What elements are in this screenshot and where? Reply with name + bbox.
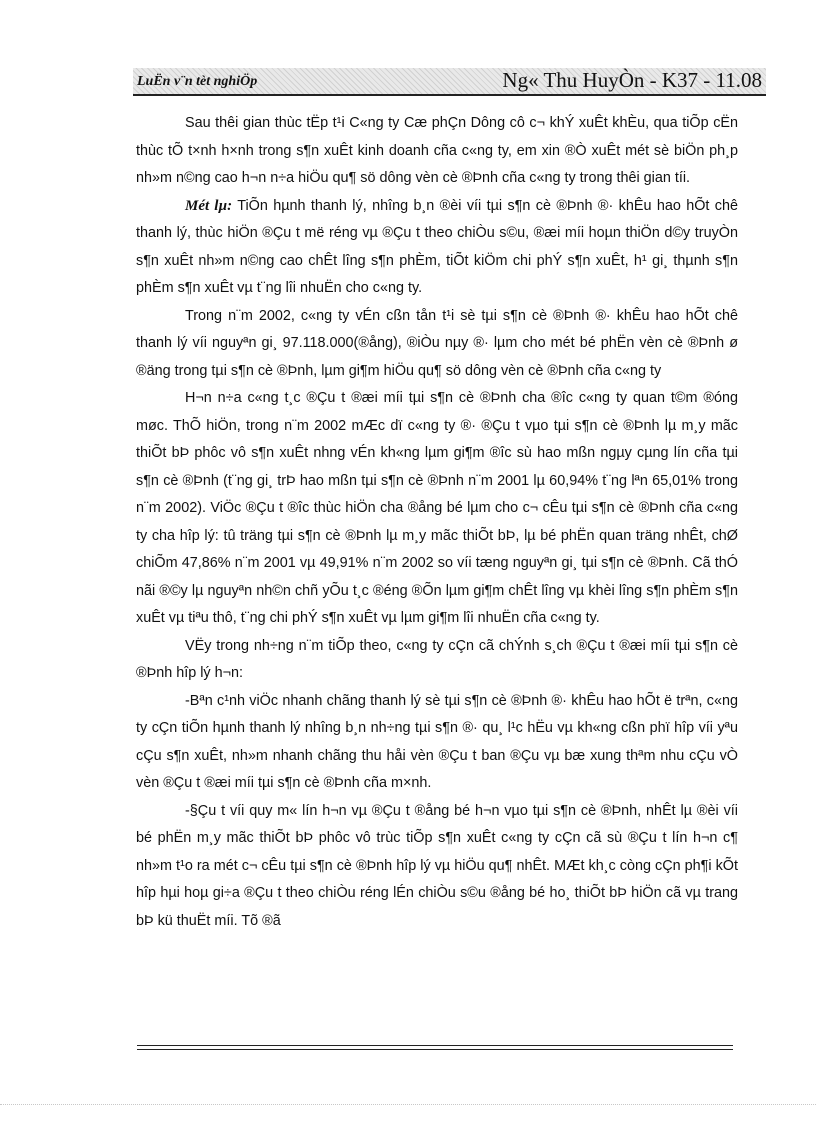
running-header	[133, 68, 766, 96]
header-thesis-label: LuËn v¨n tèt nghiÖp	[137, 74, 258, 89]
paragraph-body: TiÕn hµnh thanh lý, nhîng b¸n ®èi víi tµi s¶n cè ®Þnh ®· khÊu hao hÕt chê thanh lý, thùc hiÖn ®Çu t më réng vµ ®Çu t theo chiÒu s©u, ®æi míi hoµn thiÖn d©y truyÒn s¶n xuÊt nh»m n©ng cao chÊt lîng s¶n phÈm, tiÕt kiÖm chi phÝ s¶n xuÊt, h¹ gi¸ thµnh s¶n phÈm s¶n xuÊt vµ t¨ng lîi nhuËn cho c«ng ty.	[136, 197, 739, 296]
paragraph	[136, 193, 738, 303]
paragraph: Sau thêi gian thùc tËp t¹i C«ng ty Cæ phÇn Dông cô c¬ khÝ xuÊt khÈu, qua tiÕp cËn thùc tÕ t×nh h×nh trong s¶n xuÊt kinh doanh cña c«ng ty, em xin ®Ò xuÊt mét sè biÖn ph¸p nh»m n©ng cao h¬n n÷a hiÖu qu¶ sö dông vèn cè ®Þnh cña c«ng ty trong thêi gian tíi.	[136, 115, 738, 186]
paragraph: Trong n¨m 2002, c«ng ty vÉn cßn tån t¹i sè tµi s¶n cè ®Þnh ®· khÊu hao hÕt chê thanh lý víi nguyªn gi¸ 97.118.000(®ång), ®iÒu nµy ®· lµm cho mét bé phËn vèn cè ®Þnh ø ®äng trong tµi s¶n cè ®Þnh, lµm gi¶m hiÖu qu¶ sö dông vèn cè ®Þnh cña c«ng ty	[136, 307, 738, 379]
page-edge	[0, 1104, 816, 1105]
paragraph: -§Çu t víi quy m« lín h¬n vµ ®Çu t ®ång bé h¬n vµo tµi s¶n cè ®Þnh, nhÊt lµ ®èi víi bé phËn m¸y mãc thiÕt bÞ phôc vô trùc tiÕp s¶n xuÊt c«ng ty cÇn cã sù ®Çu t lín h¬n c¶ nh»m t¹o ra mét c¬ cÊu tµi s¶n cè ®Þnh hîp lý vµ hiÖu qu¶ nhÊt. MÆt kh¸c còng cÇn ph¶i kÕt hîp hµi hoµ gi÷a ®Çu t theo chiÒu réng lÉn chiÒu s©u ®ång bé ho¸ thiÕt bÞ hiÖn cã vµ trang bÞ kü thuËt míi. Tõ ®ã	[136, 802, 738, 929]
footer-rule	[137, 1045, 733, 1046]
paragraph: VËy trong nh÷ng n¨m tiÕp theo, c«ng ty cÇn cã chÝnh s¸ch ®Çu t ®æi míi tµi s¶n cè ®Þnh hîp lý h¬n:	[136, 637, 738, 681]
body-text	[136, 110, 738, 935]
header-author: Ng« Thu HuyÒn - K37 - 11.08	[502, 68, 762, 92]
paragraph-lead: Mét lµ:	[185, 197, 233, 214]
paragraph: H¬n n÷a c«ng t¸c ®Çu t ®æi míi tµi s¶n cè ®Þnh cha ®îc c«ng ty quan t©m ®óng møc. ThÕ hiÖn, trong n¨m 2002 mÆc dï c«ng ty ®· ®Çu t vµo tµi s¶n cè ®Þnh lµ m¸y mãc thiÕt bÞ phôc vô s¶n xuÊt nhng vÉn kh«ng lµm gi¶m ®îc sù hao mßn ngµy cµng lín cña tµi s¶n cè ®Þnh (t¨ng gi¸ trÞ hao mßn tµi s¶n cè ®Þnh n¨m 2001 lµ 60,94% t¨ng lªn 65,01% trong n¨m 2002). ViÖc ®Çu t ®îc thùc hiÖn cha ®ång bé lµm cho c¬ cÊu tµi s¶n cè ®Þnh cña c«ng ty cha hîp lý: tû träng tµi s¶n cè ®Þnh lµ m¸y mãc thiÕt bÞ, lµ bé phËn quan träng nhÊt, chØ chiÕm 47,86% n¨m 2001 vµ 49,91% n¨m 2002 so víi tæng nguyªn gi¸ tµi s¶n cè ®Þnh. Cã thÓ nãi ®©y lµ nguyªn nh©n chñ yÕu t¸c ®éng ®Õn lµm gi¶m chÊt lîng vµ khèi lîng s¶n phÈm s¶n xuÊt vµ tiªu thô, t¨ng chi phÝ s¶n xuÊt vµ lµm gi¶m lîi nhuËn cña c«ng ty.	[136, 390, 738, 626]
footer-rule	[137, 1049, 733, 1050]
paragraph: -Bªn c¹nh viÖc nhanh chãng thanh lý sè tµi s¶n cè ®Þnh ®· khÊu hao hÕt ë trªn, c«ng ty cÇn tiÕn hµnh thanh lý nhîng b¸n nh÷ng tµi s¶n ®· qu¸ l¹c hËu vµ kh«ng cßn phï hîp víi yªu cÇu s¶n xuÊt, nh»m nhanh chãng thu håi vèn ®Çu t ban ®Çu vµ bæ xung thªm nhu cÇu vÒ vèn ®Çu t ®æi míi tµi s¶n cè ®Þnh cña m×nh.	[136, 692, 738, 791]
